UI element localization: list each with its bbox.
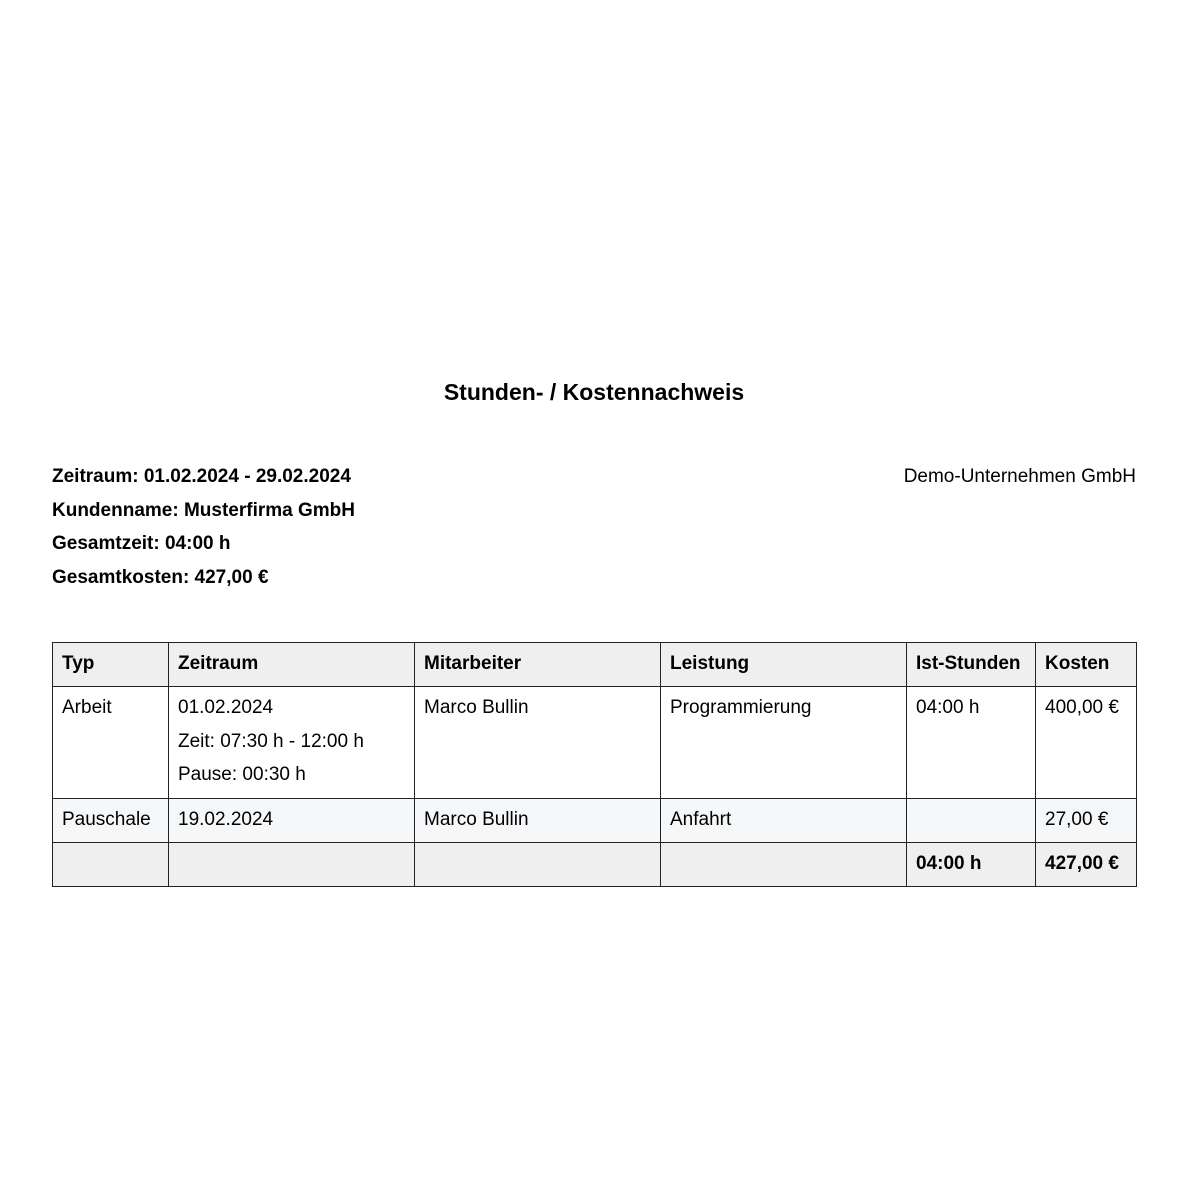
cell-leistung: Anfahrt xyxy=(661,799,907,843)
cell-mitarbeiter: Marco Bullin xyxy=(415,687,661,799)
summary-period: Zeitraum: 01.02.2024 - 29.02.2024 xyxy=(52,466,351,487)
cell-typ: Arbeit xyxy=(53,687,169,799)
total-ist-stunden: 04:00 h xyxy=(907,843,1036,887)
header-typ: Typ xyxy=(53,643,169,687)
zeitraum-date: 01.02.2024 xyxy=(178,697,274,718)
page-title: Stunden- / Kostennachweis xyxy=(443,379,745,405)
zeitraum-time: Zeit: 07:30 h - 12:00 h xyxy=(178,730,364,752)
cell-zeitraum xyxy=(169,687,415,799)
cell-empty xyxy=(53,843,169,887)
zeitraum-pause: Pause: 00:30 h xyxy=(178,764,306,786)
table-row xyxy=(53,687,1137,799)
header-leistung: Leistung xyxy=(661,643,907,687)
summary-total-cost: Gesamtkosten: 427,00 € xyxy=(52,567,269,589)
company-name: Demo-Unternehmen GmbH xyxy=(903,466,1136,487)
cell-kosten: 400,00 € xyxy=(1036,687,1137,799)
total-kosten: 427,00 € xyxy=(1036,843,1137,887)
table-header-row xyxy=(53,643,1137,687)
table-total-row xyxy=(53,843,1137,887)
cell-empty xyxy=(661,843,907,887)
report-table xyxy=(52,642,1137,887)
cell-leistung: Programmierung xyxy=(661,687,907,799)
header-ist-stunden: Ist-Stunden xyxy=(907,643,1036,687)
summary-customer: Kundenname: Musterfirma GmbH xyxy=(52,499,355,521)
header-mitarbeiter: Mitarbeiter xyxy=(415,643,661,687)
header-kosten: Kosten xyxy=(1036,643,1137,687)
header-zeitraum: Zeitraum xyxy=(169,643,415,687)
cell-empty xyxy=(169,843,415,887)
summary-total-time: Gesamtzeit: 04:00 h xyxy=(52,533,231,555)
cell-empty xyxy=(415,843,661,887)
summary-block xyxy=(52,460,355,595)
cell-ist-stunden: 04:00 h xyxy=(907,687,1036,799)
cell-typ: Pauschale xyxy=(53,799,169,843)
cell-kosten: 27,00 € xyxy=(1036,799,1137,843)
cell-ist-stunden xyxy=(907,799,1036,843)
cell-mitarbeiter: Marco Bullin xyxy=(415,799,661,843)
table-row xyxy=(53,799,1137,843)
cell-zeitraum: 19.02.2024 xyxy=(169,799,415,843)
